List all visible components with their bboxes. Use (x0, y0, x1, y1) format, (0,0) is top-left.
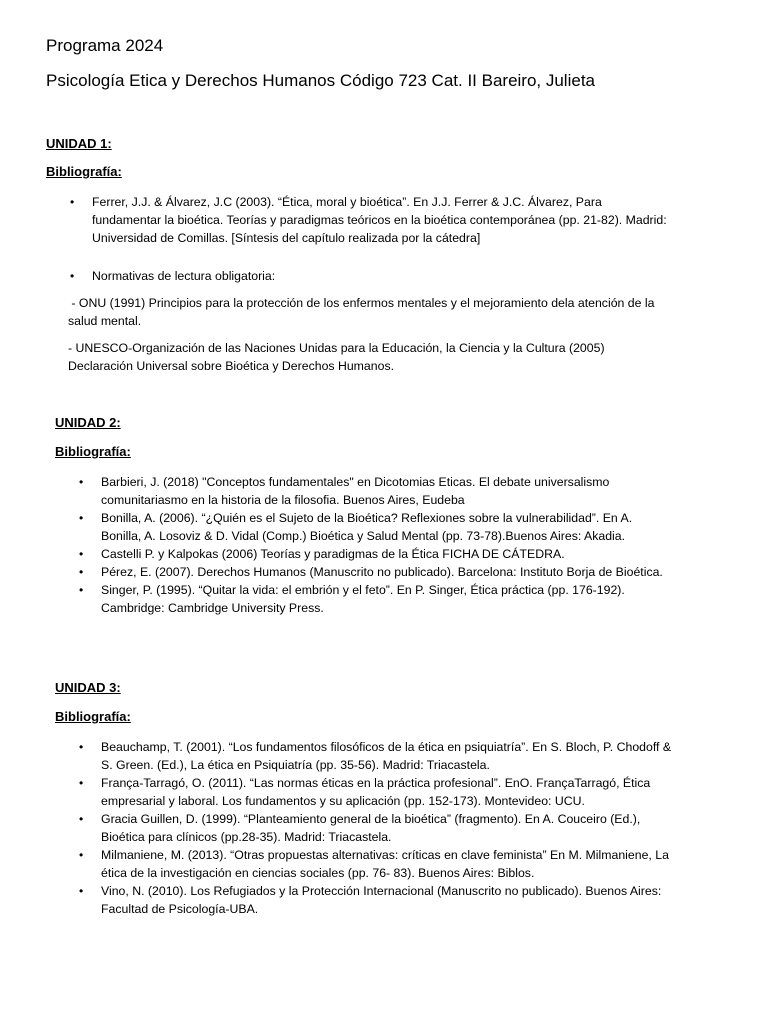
list-item (73, 473, 673, 509)
program-title: Programa 2024 (46, 36, 164, 55)
reference-text: Singer, P. (1995). “Quitar la vida: el embrión y el feto”. En P. Singer, Ética práctica (pp. 176-192). Cambridge: Cambridge University Press. (101, 583, 625, 615)
reference-text: Gracia Guillen, D. (1999). “Planteamiento general de la bioética” (fragmento). En A. Couceiro (Ed.), Bioética para clínicos (pp.28-35). Madrid: Triacastela. (101, 812, 641, 844)
bullet-icon: • (79, 812, 84, 826)
reference-text: Normativas de lectura obligatoria: (92, 269, 276, 283)
course-title: Psicología Etica y Derechos Humanos Código 723 Cat. II Bareiro, Julieta (46, 71, 595, 90)
reference-text: Ferrer, J.J. & Álvarez, J.C (2003). “Ética, moral y bioética”. En J.J. Ferrer & J.C. Álvarez, Para fundamentar la bioética. Teorías y paradigmas teóricos en la bioética contemporánea (pp. 21-82). Madrid: Universidad de Comillas. [Síntesis del capítulo realizada por la cátedra] (92, 195, 667, 245)
list-item (73, 810, 673, 846)
bullet-icon: • (79, 776, 84, 790)
unit-1-bibliography-label: Bibliografía: (46, 164, 122, 179)
reference-text: Pérez, E. (2007). Derechos Humanos (Manuscrito no publicado). Barcelona: Instituto Borja de Bioética. (101, 565, 663, 579)
reference-text: Castelli P. y Kalpokas (2006) Teorías y paradigmas de la Ética FICHA DE CÁTEDRA. (101, 547, 565, 561)
normativa-onu: - ONU (1991) Principios para la protección de los enfermos mentales y el mejoramiento dela atención de la salud mental. (68, 296, 658, 328)
unit-3-heading: UNIDAD 3: (55, 680, 121, 695)
bullet-icon: • (70, 269, 75, 283)
bullet-icon: • (79, 848, 84, 862)
list-item (73, 581, 673, 617)
list-item (73, 738, 673, 774)
unit-1-heading: UNIDAD 1: (46, 136, 112, 151)
reference-text: Bonilla, A. (2006). “¿Quién es el Sujeto de la Bioética? Reflexiones sobre la vulnerabilidad”. En A. Bonilla, A. Losoviz & D. Vidal (Comp.) Bioética y Salud Mental (pp. 73-78).Buenos Aires: Akadia. (101, 511, 633, 543)
reference-text: Vino, N. (2010). Los Refugiados y la Protección Internacional (Manuscrito no publicado). Buenos Aires: Facultad de Psicología-UBA. (101, 884, 662, 916)
bullet-icon: • (79, 475, 84, 489)
normativa-unesco: - UNESCO-Organización de las Naciones Unidas para la Educación, la Ciencia y la Cultura (2005) Declaración Universal sobre Bioética y Derechos Humanos. (68, 341, 605, 373)
unit-1-bibliography-list (64, 193, 674, 285)
bullet-icon: • (70, 195, 75, 209)
list-item (73, 846, 673, 882)
unit-2-bibliography-list (73, 473, 673, 617)
list-item (73, 545, 673, 563)
reference-text: Beauchamp, T. (2001). “Los fundamentos filosóficos de la ética en psiquiatría”. En S. Bloch, P. Chodoff & S. Green. (Ed.), La ética en Psiquiatría (pp. 35-56). Madrid: Triacastela. (101, 740, 672, 772)
list-item (73, 882, 673, 918)
list-item (64, 267, 674, 285)
unit-3-bibliography-list (73, 738, 673, 918)
reference-text: Milmaniene, M. (2013). “Otras propuestas alternativas: críticas en clave feminista” En M. Milmaniene, La ética de la investigación en ciencias sociales (pp. 76- 83). Buenos Aires: Biblos. (101, 848, 669, 880)
reference-text: Barbieri, J. (2018) "Conceptos fundamentales" en Dicotomias Eticas. El debate universalismo comunitariasmo en la historia de la filosofia. Buenos Aires, Eudeba (101, 475, 610, 507)
unit-2-bibliography-label: Bibliografía: (55, 444, 131, 459)
list-item (73, 509, 673, 545)
bullet-icon: • (79, 511, 84, 525)
bullet-icon: • (79, 565, 84, 579)
bullet-icon: • (79, 740, 84, 754)
bullet-icon: • (79, 547, 84, 561)
reference-text: França-Tarragó, O. (2011). “Las normas éticas en la práctica profesional”. EnO. FrançaTarragó, Ética empresarial y laboral. Los fundamentos y su aplicación (pp. 152-173). Montevideo: UCU. (101, 776, 651, 808)
bullet-icon: • (79, 884, 84, 898)
list-item (73, 563, 673, 581)
unit-3-bibliography-label: Bibliografía: (55, 709, 131, 724)
list-item (64, 193, 674, 247)
unit-2-heading: UNIDAD 2: (55, 415, 121, 430)
list-item (73, 774, 673, 810)
bullet-icon: • (79, 583, 84, 597)
